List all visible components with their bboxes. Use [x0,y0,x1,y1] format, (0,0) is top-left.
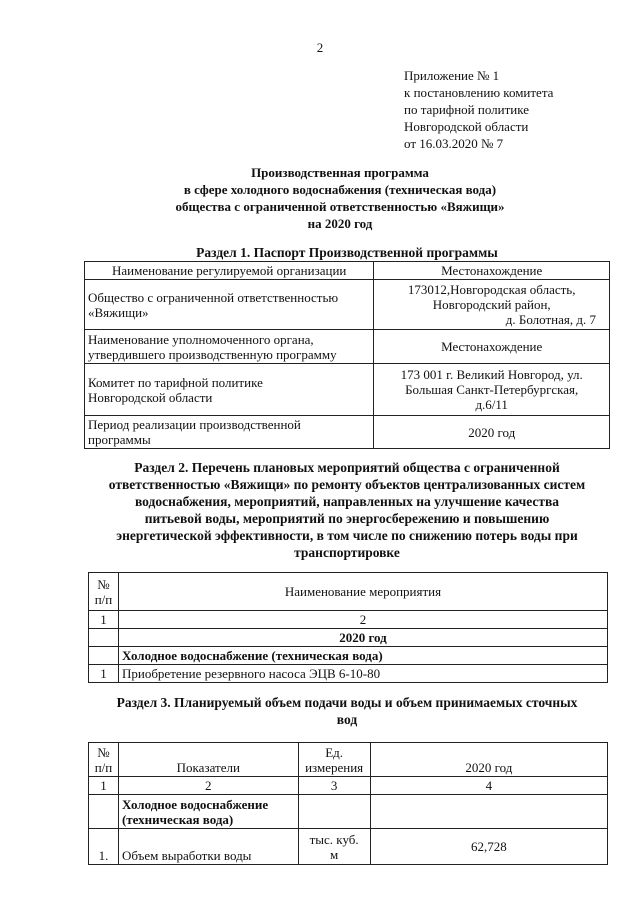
period-label: Период реализации производственной программы [85,416,374,449]
appendix-line: к постановлению комитета [404,85,554,100]
header-num: № п/п [89,743,119,777]
index-cell: 3 [298,777,370,795]
header-location: Местонахождение [374,262,610,280]
appendix-line: Приложение № 1 [404,68,500,83]
index-cell: 1 [89,611,119,629]
index-cell: 4 [370,777,607,795]
title-line: общества с ограниченной ответственностью «Вяжищи» [175,199,505,214]
period-value: 2020 год [374,416,610,449]
appendix-note [404,67,553,152]
authority-location-label: Местонахождение [374,330,610,364]
appendix-line: по тарифной политике [404,102,529,117]
header-year: 2020 год [370,743,607,777]
title-line: на 2020 год [307,216,373,231]
volume-table [88,742,608,865]
year-row: 2020 год [118,629,607,647]
section2-heading: Раздел 2. Перечень плановых мероприятий общества с ограниченной ответственностью «Вяжищи» по ремонту объектов централизованных систем водоснабжения, мероприятий, направленных на улучшение качества питьевой воды, мероприятий по энергосбережению и повышению энергетической эффективности, в том числе по снижению потерь воды при транспортировке [108,460,586,560]
group-row: Холодное водоснабжение (техническая вода) [118,647,607,665]
row-indicator: Объем выработки воды [118,829,298,865]
organization-name: Общество с ограниченной ответственностью «Вяжищи» [85,280,374,330]
header-organization: Наименование регулируемой организации [85,262,374,280]
index-cell: 2 [118,777,298,795]
header-unit: Ед. измерения [298,743,370,777]
section3-heading: Раздел 3. Планируемый объем подачи воды и объем принимаемых сточных вод [116,695,578,727]
item-num: 1 [89,665,119,683]
appendix-line: Новгородской области [404,119,529,134]
index-cell: 1 [89,777,119,795]
row-unit: тыс. куб. м [298,829,370,865]
document-title [100,164,580,232]
measures-table [88,572,608,683]
authority-label: Наименование уполномоченного органа, утвердившего производственную программу [85,330,374,364]
header-num: № п/п [89,573,119,611]
authority-address: 173 001 г. Великий Новгород, ул. Большая Санкт-Петербургская, д.6/11 [374,364,610,416]
row-value: 62,728 [370,829,607,865]
title-line: в сфере холодного водоснабжения (техническая вода) [183,182,497,197]
section1-heading: Раздел 1. Паспорт Производственной программы [196,245,498,260]
header-measure-name: Наименование мероприятия [118,573,607,611]
item-name: Приобретение резервного насоса ЭЦВ 6-10-80 [118,665,607,683]
row-num: 1. [89,829,119,865]
index-cell: 2 [118,611,607,629]
appendix-line: от 16.03.2020 № 7 [404,136,504,151]
group-row: Холодное водоснабжение (техническая вода) [118,795,298,829]
title-line: Производственная программа [251,165,429,180]
authority-name: Комитет по тарифной политике Новгородской области [85,364,374,416]
organization-address: 173012,Новгородская область, Новгородский район, д. Болотная, д. 7 [374,280,610,330]
header-indicator: Показатели [118,743,298,777]
page-number: 2 [316,40,324,55]
passport-table [84,261,610,449]
